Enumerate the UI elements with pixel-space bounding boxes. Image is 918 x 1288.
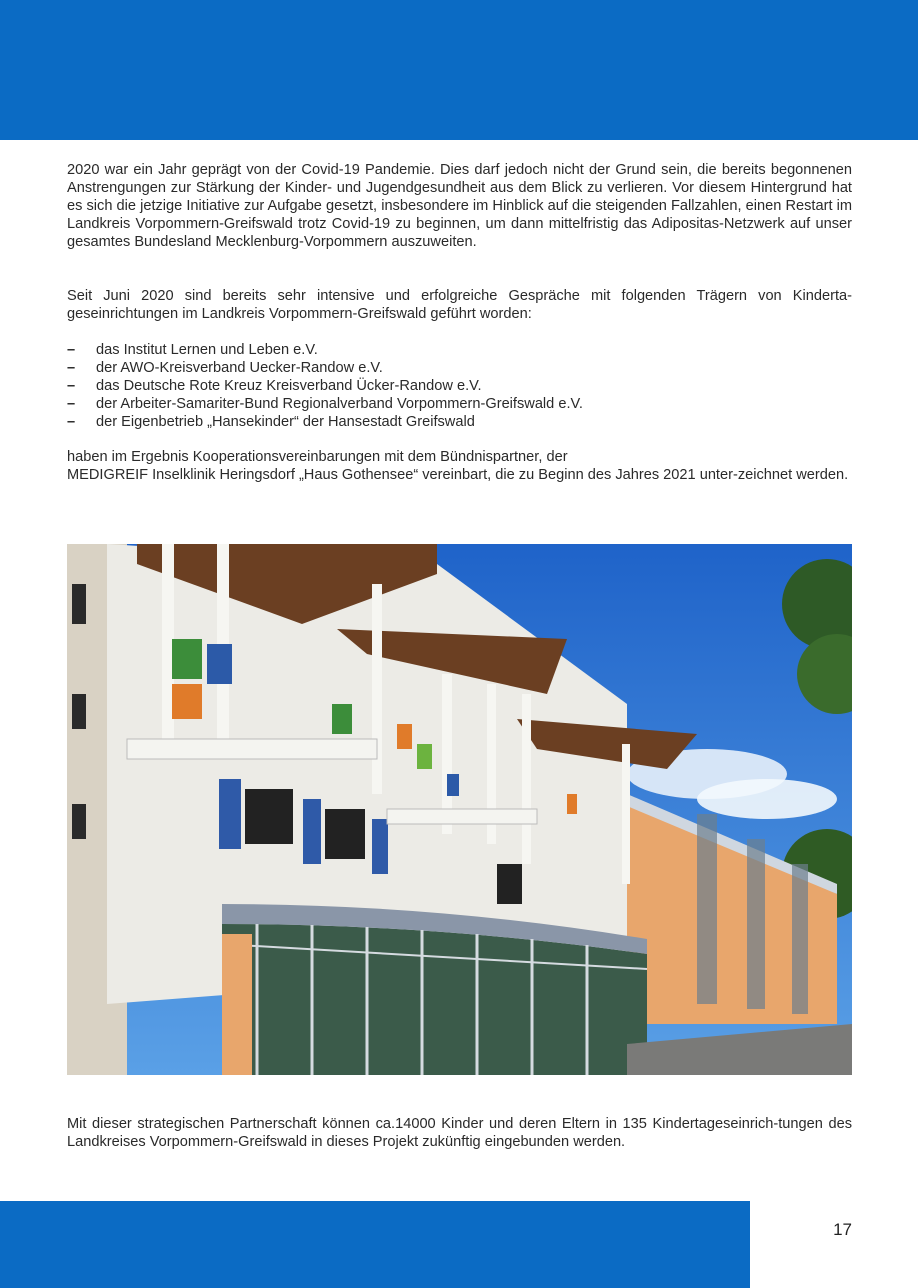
list-item: – der Eigenbetrieb „Hansekinder“ der Hansestadt Greifswald: [67, 414, 475, 430]
bullet-marker: –: [67, 396, 76, 412]
page-number: 17: [833, 1220, 852, 1239]
bullet-marker: –: [67, 378, 76, 394]
bullet-marker: –: [67, 360, 76, 376]
list-item: – der Arbeiter-Samariter-Bund Regionalverband Vorpommern-Greifswald e.V.: [67, 396, 583, 412]
list-item: – der AWO-Kreisverband Uecker-Randow e.V.: [67, 360, 383, 376]
bullet-marker: –: [67, 342, 76, 358]
agreement-line-1: haben im Ergebnis Kooperationsvereinbarungen mit dem Bündnispartner, der: [67, 449, 568, 465]
list-item: – das Institut Lernen und Leben e.V.: [67, 342, 318, 358]
bullet-marker: –: [67, 414, 76, 430]
header-band: [0, 0, 918, 140]
agreement-paragraph: [67, 448, 852, 484]
agreement-line-2: MEDIGREIF Inselklinik Heringsdorf „Haus Gothensee“ vereinbart, die zu Beginn des Jahres 2021 unter-zeichnet werden.: [67, 467, 849, 483]
closing-paragraph: Mit dieser strategischen Partnerschaft können ca.14000 Kinder und deren Eltern in 135 Kindertageseinrich-tungen des Landkreises Vorpommern-Greifswald in dieses Projekt zukünftig eingebunden werden.: [67, 1116, 852, 1150]
partners-intro-paragraph: Seit Juni 2020 sind bereits sehr intensive und erfolgreiche Gespräche mit folgenden Trägern von Kinderta-geseinrichtungen im Landkreis Vorpommern-Greifswald geführt worden:: [67, 288, 852, 322]
intro-paragraph: 2020 war ein Jahr geprägt von der Covid-19 Pandemie. Dies darf jedoch nicht der Grund sein, die bereits begonnenen Anstrengungen zur Stärkung der Kinder- und Jugendgesundheit aus dem Blick zu verlieren. Vor diesem Hintergrund hat es sich die jetzige Initiative zur Aufgabe gesetzt, insbesondere im Hinblick auf die steigenden Fallzahlen, einen Restart im Landkreis Vorpommern-Greifswald trotz Covid-19 zu beginnen, um dann mittelfristig das Adipositas-Netzwerk auf unser gesamtes Bundesland Mecklenburg-Vorpommern auszuweiten.: [67, 162, 852, 250]
clinic-building-photo: [67, 544, 852, 1075]
list-item: – das Deutsche Rote Kreuz Kreisverband Ücker-Randow e.V.: [67, 378, 482, 394]
partner-list: [67, 341, 852, 431]
footer-band: [0, 1201, 750, 1288]
